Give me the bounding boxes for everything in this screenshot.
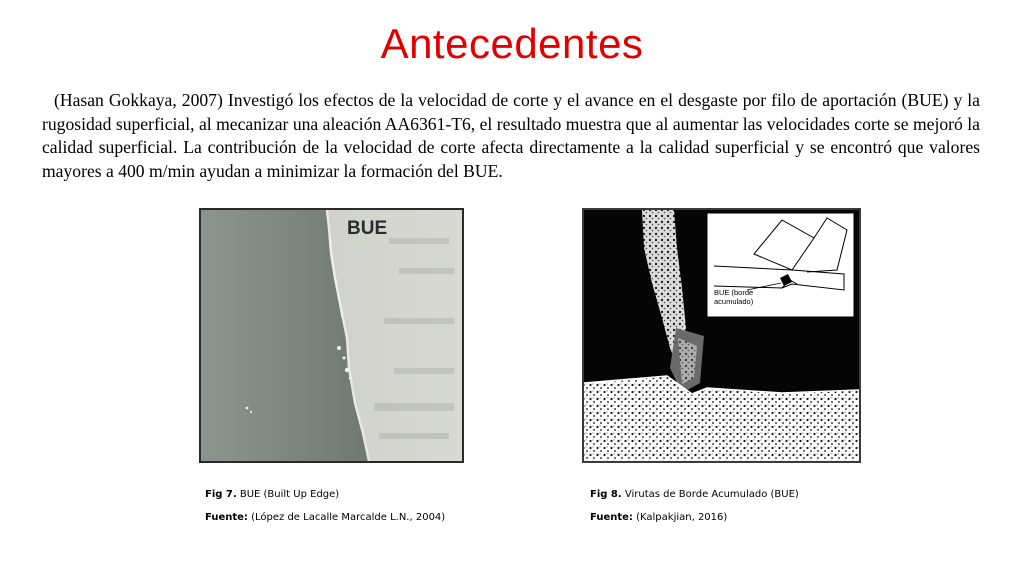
fig8-source-text: (Kalpakjian, 2016): [636, 512, 728, 523]
fig8-caption: [590, 488, 799, 501]
fig7-caption-text: BUE (Built Up Edge): [239, 489, 340, 500]
figure-bue-photo: [199, 208, 464, 463]
fig8-caption-text: Virutas de Borde Acumulado (BUE): [624, 489, 799, 500]
inset-label-line2: acumulado): [714, 297, 754, 306]
inset-label-line1: BUE (borde: [714, 288, 754, 297]
fig8-source-label: Fuente:: [590, 512, 633, 523]
fig7-source-text: (López de Lacalle Marcalde L.N., 2004): [251, 512, 446, 523]
fig8-source: [590, 511, 727, 524]
body-paragraph: (Hasan Gokkaya, 2007) Investigó los efectos de la velocidad de corte y el avance en el desgaste por filo de aportación (BUE) y la rugosidad superficial, al mecanizar una aleación AA6361-T6, el resultado muestra que al aumentar las velocidades corte se mejoró la calidad superficial. La contribución de la velocidad de corte afecta directamente a la calidad superficial y se encontró que valores mayores a 400 m/min ayudan a minimizar la formación del BUE.: [42, 90, 980, 181]
figure-bue-chip: [582, 208, 861, 463]
fig7-source-label: Fuente:: [205, 512, 248, 523]
fig7-caption-label: Fig 7.: [205, 489, 237, 500]
fig7-source: [205, 511, 445, 524]
bue-image-label: BUE: [347, 218, 388, 239]
slide-title: Antecedentes: [380, 20, 644, 67]
fig8-caption-label: Fig 8.: [590, 489, 622, 500]
fig7-caption: [205, 488, 339, 501]
